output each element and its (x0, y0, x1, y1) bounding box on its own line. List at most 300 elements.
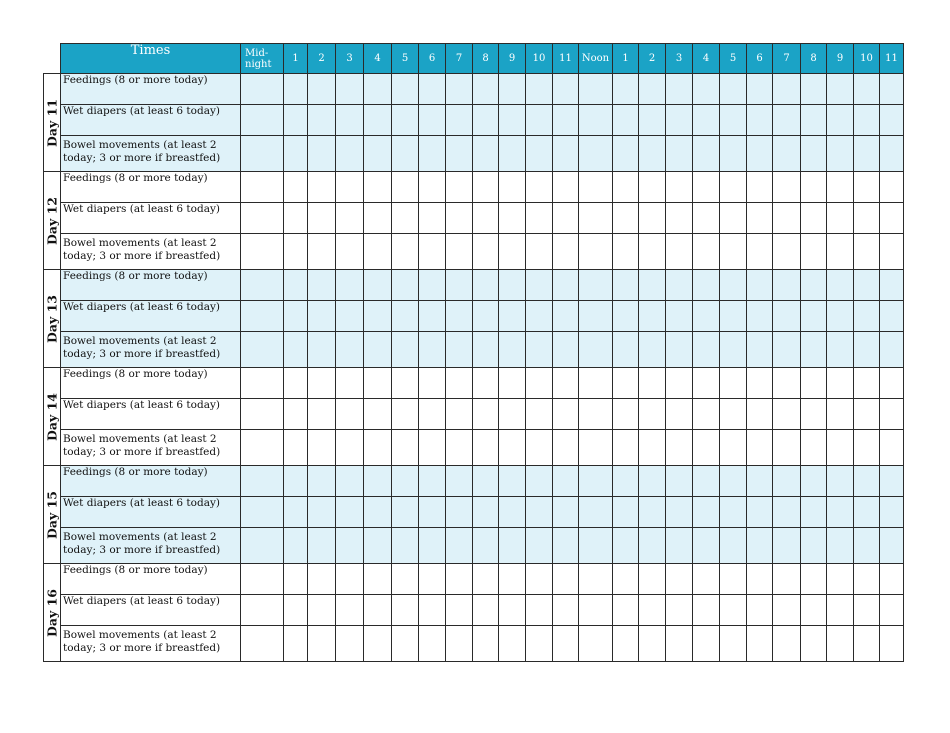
hour-entry-cell[interactable] (880, 74, 904, 105)
hour-entry-cell[interactable] (693, 466, 720, 497)
hour-entry-cell[interactable] (579, 368, 613, 399)
hour-entry-cell[interactable] (473, 105, 499, 136)
hour-entry-cell[interactable] (392, 399, 419, 430)
hour-entry-cell[interactable] (499, 270, 526, 301)
hour-entry-cell[interactable] (526, 626, 553, 662)
hour-entry-cell[interactable] (773, 497, 801, 528)
hour-entry-cell[interactable] (446, 399, 473, 430)
hour-entry-cell[interactable] (553, 203, 579, 234)
hour-entry-cell[interactable] (364, 564, 392, 595)
hour-entry-cell[interactable] (801, 136, 827, 172)
hour-entry-cell[interactable] (553, 136, 579, 172)
hour-entry-cell[interactable] (473, 595, 499, 626)
hour-entry-cell[interactable] (553, 399, 579, 430)
hour-entry-cell[interactable] (553, 626, 579, 662)
hour-entry-cell[interactable] (747, 626, 773, 662)
hour-entry-cell[interactable] (284, 270, 308, 301)
hour-entry-cell[interactable] (773, 234, 801, 270)
hour-entry-cell[interactable] (336, 270, 364, 301)
hour-entry-cell[interactable] (827, 466, 854, 497)
hour-entry-cell[interactable] (579, 626, 613, 662)
hour-entry-cell[interactable] (553, 74, 579, 105)
hour-entry-cell[interactable] (308, 528, 336, 564)
hour-entry-cell[interactable] (613, 172, 639, 203)
hour-entry-cell[interactable] (666, 564, 693, 595)
hour-entry-cell[interactable] (553, 466, 579, 497)
hour-entry-cell[interactable] (241, 368, 284, 399)
hour-entry-cell[interactable] (666, 466, 693, 497)
hour-entry-cell[interactable] (364, 74, 392, 105)
hour-entry-cell[interactable] (579, 430, 613, 466)
hour-entry-cell[interactable] (526, 595, 553, 626)
hour-entry-cell[interactable] (364, 497, 392, 528)
hour-entry-cell[interactable] (284, 136, 308, 172)
hour-entry-cell[interactable] (392, 136, 419, 172)
hour-entry-cell[interactable] (392, 430, 419, 466)
hour-entry-cell[interactable] (308, 564, 336, 595)
hour-entry-cell[interactable] (364, 626, 392, 662)
hour-entry-cell[interactable] (499, 234, 526, 270)
hour-entry-cell[interactable] (446, 368, 473, 399)
hour-entry-cell[interactable] (747, 332, 773, 368)
hour-entry-cell[interactable] (720, 595, 747, 626)
hour-entry-cell[interactable] (666, 270, 693, 301)
hour-entry-cell[interactable] (801, 430, 827, 466)
hour-entry-cell[interactable] (693, 497, 720, 528)
hour-entry-cell[interactable] (499, 105, 526, 136)
hour-entry-cell[interactable] (446, 497, 473, 528)
hour-entry-cell[interactable] (666, 172, 693, 203)
hour-entry-cell[interactable] (693, 203, 720, 234)
hour-entry-cell[interactable] (473, 466, 499, 497)
hour-entry-cell[interactable] (773, 399, 801, 430)
hour-entry-cell[interactable] (553, 172, 579, 203)
hour-entry-cell[interactable] (446, 528, 473, 564)
hour-entry-cell[interactable] (579, 332, 613, 368)
hour-entry-cell[interactable] (499, 203, 526, 234)
hour-entry-cell[interactable] (364, 270, 392, 301)
hour-entry-cell[interactable] (666, 105, 693, 136)
hour-entry-cell[interactable] (336, 105, 364, 136)
hour-entry-cell[interactable] (284, 626, 308, 662)
hour-entry-cell[interactable] (392, 332, 419, 368)
hour-entry-cell[interactable] (880, 172, 904, 203)
hour-entry-cell[interactable] (693, 430, 720, 466)
hour-entry-cell[interactable] (499, 332, 526, 368)
hour-entry-cell[interactable] (827, 497, 854, 528)
hour-entry-cell[interactable] (613, 466, 639, 497)
hour-entry-cell[interactable] (553, 528, 579, 564)
hour-entry-cell[interactable] (284, 172, 308, 203)
hour-entry-cell[interactable] (241, 497, 284, 528)
hour-entry-cell[interactable] (308, 399, 336, 430)
hour-entry-cell[interactable] (392, 595, 419, 626)
hour-entry-cell[interactable] (613, 234, 639, 270)
hour-entry-cell[interactable] (639, 399, 666, 430)
hour-entry-cell[interactable] (827, 399, 854, 430)
hour-entry-cell[interactable] (241, 626, 284, 662)
hour-entry-cell[interactable] (747, 466, 773, 497)
hour-entry-cell[interactable] (801, 301, 827, 332)
hour-entry-cell[interactable] (666, 203, 693, 234)
hour-entry-cell[interactable] (639, 564, 666, 595)
hour-entry-cell[interactable] (747, 172, 773, 203)
hour-entry-cell[interactable] (526, 399, 553, 430)
hour-entry-cell[interactable] (827, 203, 854, 234)
hour-entry-cell[interactable] (639, 136, 666, 172)
hour-entry-cell[interactable] (720, 74, 747, 105)
hour-entry-cell[interactable] (308, 626, 336, 662)
hour-entry-cell[interactable] (773, 270, 801, 301)
hour-entry-cell[interactable] (579, 136, 613, 172)
hour-entry-cell[interactable] (392, 234, 419, 270)
hour-entry-cell[interactable] (392, 203, 419, 234)
hour-entry-cell[interactable] (392, 564, 419, 595)
hour-entry-cell[interactable] (854, 172, 880, 203)
hour-entry-cell[interactable] (854, 301, 880, 332)
hour-entry-cell[interactable] (336, 564, 364, 595)
hour-entry-cell[interactable] (336, 430, 364, 466)
hour-entry-cell[interactable] (880, 270, 904, 301)
hour-entry-cell[interactable] (639, 332, 666, 368)
hour-entry-cell[interactable] (880, 466, 904, 497)
hour-entry-cell[interactable] (526, 332, 553, 368)
hour-entry-cell[interactable] (827, 332, 854, 368)
hour-entry-cell[interactable] (666, 136, 693, 172)
hour-entry-cell[interactable] (827, 368, 854, 399)
hour-entry-cell[interactable] (579, 399, 613, 430)
hour-entry-cell[interactable] (419, 270, 446, 301)
hour-entry-cell[interactable] (364, 172, 392, 203)
hour-entry-cell[interactable] (446, 270, 473, 301)
hour-entry-cell[interactable] (499, 466, 526, 497)
hour-entry-cell[interactable] (241, 105, 284, 136)
hour-entry-cell[interactable] (392, 172, 419, 203)
hour-entry-cell[interactable] (880, 399, 904, 430)
hour-entry-cell[interactable] (241, 172, 284, 203)
hour-entry-cell[interactable] (854, 136, 880, 172)
hour-entry-cell[interactable] (579, 105, 613, 136)
hour-entry-cell[interactable] (308, 466, 336, 497)
hour-entry-cell[interactable] (693, 172, 720, 203)
hour-entry-cell[interactable] (773, 626, 801, 662)
hour-entry-cell[interactable] (473, 497, 499, 528)
hour-entry-cell[interactable] (446, 564, 473, 595)
hour-entry-cell[interactable] (364, 136, 392, 172)
hour-entry-cell[interactable] (579, 564, 613, 595)
hour-entry-cell[interactable] (499, 564, 526, 595)
hour-entry-cell[interactable] (827, 74, 854, 105)
hour-entry-cell[interactable] (446, 234, 473, 270)
hour-entry-cell[interactable] (801, 368, 827, 399)
hour-entry-cell[interactable] (613, 136, 639, 172)
hour-entry-cell[interactable] (579, 595, 613, 626)
hour-entry-cell[interactable] (801, 497, 827, 528)
hour-entry-cell[interactable] (284, 497, 308, 528)
hour-entry-cell[interactable] (241, 203, 284, 234)
hour-entry-cell[interactable] (827, 595, 854, 626)
hour-entry-cell[interactable] (499, 528, 526, 564)
hour-entry-cell[interactable] (827, 564, 854, 595)
hour-entry-cell[interactable] (499, 497, 526, 528)
hour-entry-cell[interactable] (419, 497, 446, 528)
hour-entry-cell[interactable] (773, 466, 801, 497)
hour-entry-cell[interactable] (693, 626, 720, 662)
hour-entry-cell[interactable] (720, 626, 747, 662)
hour-entry-cell[interactable] (419, 528, 446, 564)
hour-entry-cell[interactable] (613, 564, 639, 595)
hour-entry-cell[interactable] (773, 301, 801, 332)
hour-entry-cell[interactable] (880, 105, 904, 136)
hour-entry-cell[interactable] (827, 172, 854, 203)
hour-entry-cell[interactable] (693, 234, 720, 270)
hour-entry-cell[interactable] (336, 399, 364, 430)
hour-entry-cell[interactable] (553, 497, 579, 528)
hour-entry-cell[interactable] (284, 430, 308, 466)
hour-entry-cell[interactable] (773, 74, 801, 105)
hour-entry-cell[interactable] (720, 105, 747, 136)
hour-entry-cell[interactable] (419, 105, 446, 136)
hour-entry-cell[interactable] (284, 399, 308, 430)
hour-entry-cell[interactable] (666, 626, 693, 662)
hour-entry-cell[interactable] (854, 626, 880, 662)
hour-entry-cell[interactable] (720, 497, 747, 528)
hour-entry-cell[interactable] (284, 564, 308, 595)
hour-entry-cell[interactable] (854, 74, 880, 105)
hour-entry-cell[interactable] (446, 301, 473, 332)
hour-entry-cell[interactable] (880, 564, 904, 595)
hour-entry-cell[interactable] (666, 74, 693, 105)
hour-entry-cell[interactable] (241, 399, 284, 430)
hour-entry-cell[interactable] (747, 234, 773, 270)
hour-entry-cell[interactable] (446, 466, 473, 497)
hour-entry-cell[interactable] (801, 105, 827, 136)
hour-entry-cell[interactable] (666, 497, 693, 528)
hour-entry-cell[interactable] (801, 172, 827, 203)
hour-entry-cell[interactable] (666, 528, 693, 564)
hour-entry-cell[interactable] (801, 528, 827, 564)
hour-entry-cell[interactable] (446, 74, 473, 105)
hour-entry-cell[interactable] (639, 105, 666, 136)
hour-entry-cell[interactable] (639, 368, 666, 399)
hour-entry-cell[interactable] (419, 626, 446, 662)
hour-entry-cell[interactable] (526, 136, 553, 172)
hour-entry-cell[interactable] (801, 399, 827, 430)
hour-entry-cell[interactable] (308, 595, 336, 626)
hour-entry-cell[interactable] (639, 203, 666, 234)
hour-entry-cell[interactable] (473, 234, 499, 270)
hour-entry-cell[interactable] (773, 105, 801, 136)
hour-entry-cell[interactable] (579, 172, 613, 203)
hour-entry-cell[interactable] (473, 564, 499, 595)
hour-entry-cell[interactable] (364, 301, 392, 332)
hour-entry-cell[interactable] (613, 301, 639, 332)
hour-entry-cell[interactable] (336, 595, 364, 626)
hour-entry-cell[interactable] (241, 74, 284, 105)
hour-entry-cell[interactable] (693, 368, 720, 399)
hour-entry-cell[interactable] (284, 332, 308, 368)
hour-entry-cell[interactable] (693, 74, 720, 105)
hour-entry-cell[interactable] (773, 430, 801, 466)
hour-entry-cell[interactable] (801, 626, 827, 662)
hour-entry-cell[interactable] (526, 528, 553, 564)
hour-entry-cell[interactable] (446, 203, 473, 234)
hour-entry-cell[interactable] (473, 301, 499, 332)
hour-entry-cell[interactable] (336, 74, 364, 105)
hour-entry-cell[interactable] (773, 528, 801, 564)
hour-entry-cell[interactable] (446, 332, 473, 368)
hour-entry-cell[interactable] (639, 172, 666, 203)
hour-entry-cell[interactable] (446, 626, 473, 662)
hour-entry-cell[interactable] (364, 105, 392, 136)
hour-entry-cell[interactable] (747, 595, 773, 626)
hour-entry-cell[interactable] (553, 234, 579, 270)
hour-entry-cell[interactable] (392, 368, 419, 399)
hour-entry-cell[interactable] (364, 430, 392, 466)
hour-entry-cell[interactable] (392, 528, 419, 564)
hour-entry-cell[interactable] (419, 430, 446, 466)
hour-entry-cell[interactable] (241, 234, 284, 270)
hour-entry-cell[interactable] (526, 234, 553, 270)
hour-entry-cell[interactable] (308, 136, 336, 172)
hour-entry-cell[interactable] (639, 301, 666, 332)
hour-entry-cell[interactable] (880, 528, 904, 564)
hour-entry-cell[interactable] (579, 301, 613, 332)
hour-entry-cell[interactable] (526, 74, 553, 105)
hour-entry-cell[interactable] (801, 466, 827, 497)
hour-entry-cell[interactable] (392, 105, 419, 136)
hour-entry-cell[interactable] (499, 74, 526, 105)
hour-entry-cell[interactable] (241, 595, 284, 626)
hour-entry-cell[interactable] (613, 368, 639, 399)
hour-entry-cell[interactable] (392, 301, 419, 332)
hour-entry-cell[interactable] (827, 626, 854, 662)
hour-entry-cell[interactable] (854, 564, 880, 595)
hour-entry-cell[interactable] (336, 368, 364, 399)
hour-entry-cell[interactable] (336, 466, 364, 497)
hour-entry-cell[interactable] (720, 368, 747, 399)
hour-entry-cell[interactable] (499, 136, 526, 172)
hour-entry-cell[interactable] (639, 466, 666, 497)
hour-entry-cell[interactable] (308, 172, 336, 203)
hour-entry-cell[interactable] (284, 74, 308, 105)
hour-entry-cell[interactable] (419, 301, 446, 332)
hour-entry-cell[interactable] (827, 270, 854, 301)
hour-entry-cell[interactable] (693, 399, 720, 430)
hour-entry-cell[interactable] (854, 466, 880, 497)
hour-entry-cell[interactable] (473, 368, 499, 399)
hour-entry-cell[interactable] (308, 234, 336, 270)
hour-entry-cell[interactable] (773, 595, 801, 626)
hour-entry-cell[interactable] (693, 528, 720, 564)
hour-entry-cell[interactable] (284, 466, 308, 497)
hour-entry-cell[interactable] (827, 528, 854, 564)
hour-entry-cell[interactable] (827, 234, 854, 270)
hour-entry-cell[interactable] (446, 430, 473, 466)
hour-entry-cell[interactable] (854, 399, 880, 430)
hour-entry-cell[interactable] (308, 497, 336, 528)
hour-entry-cell[interactable] (747, 270, 773, 301)
hour-entry-cell[interactable] (392, 626, 419, 662)
hour-entry-cell[interactable] (526, 172, 553, 203)
hour-entry-cell[interactable] (499, 595, 526, 626)
hour-entry-cell[interactable] (579, 466, 613, 497)
hour-entry-cell[interactable] (553, 368, 579, 399)
hour-entry-cell[interactable] (336, 301, 364, 332)
hour-entry-cell[interactable] (801, 332, 827, 368)
hour-entry-cell[interactable] (880, 497, 904, 528)
hour-entry-cell[interactable] (720, 136, 747, 172)
hour-entry-cell[interactable] (392, 466, 419, 497)
hour-entry-cell[interactable] (579, 270, 613, 301)
hour-entry-cell[interactable] (419, 399, 446, 430)
hour-entry-cell[interactable] (747, 430, 773, 466)
hour-entry-cell[interactable] (473, 332, 499, 368)
hour-entry-cell[interactable] (693, 105, 720, 136)
hour-entry-cell[interactable] (553, 595, 579, 626)
hour-entry-cell[interactable] (446, 105, 473, 136)
hour-entry-cell[interactable] (801, 595, 827, 626)
hour-entry-cell[interactable] (720, 564, 747, 595)
hour-entry-cell[interactable] (720, 399, 747, 430)
hour-entry-cell[interactable] (854, 234, 880, 270)
hour-entry-cell[interactable] (720, 270, 747, 301)
hour-entry-cell[interactable] (473, 270, 499, 301)
hour-entry-cell[interactable] (639, 234, 666, 270)
hour-entry-cell[interactable] (241, 430, 284, 466)
hour-entry-cell[interactable] (473, 74, 499, 105)
hour-entry-cell[interactable] (827, 301, 854, 332)
hour-entry-cell[interactable] (579, 74, 613, 105)
hour-entry-cell[interactable] (666, 430, 693, 466)
hour-entry-cell[interactable] (693, 564, 720, 595)
hour-entry-cell[interactable] (336, 136, 364, 172)
hour-entry-cell[interactable] (666, 368, 693, 399)
hour-entry-cell[interactable] (693, 595, 720, 626)
hour-entry-cell[interactable] (499, 399, 526, 430)
hour-entry-cell[interactable] (364, 368, 392, 399)
hour-entry-cell[interactable] (284, 105, 308, 136)
hour-entry-cell[interactable] (720, 332, 747, 368)
hour-entry-cell[interactable] (880, 430, 904, 466)
hour-entry-cell[interactable] (392, 497, 419, 528)
hour-entry-cell[interactable] (419, 172, 446, 203)
hour-entry-cell[interactable] (284, 301, 308, 332)
hour-entry-cell[interactable] (613, 332, 639, 368)
hour-entry-cell[interactable] (553, 564, 579, 595)
hour-entry-cell[interactable] (747, 528, 773, 564)
hour-entry-cell[interactable] (446, 595, 473, 626)
hour-entry-cell[interactable] (613, 430, 639, 466)
hour-entry-cell[interactable] (747, 399, 773, 430)
hour-entry-cell[interactable] (499, 368, 526, 399)
hour-entry-cell[interactable] (720, 203, 747, 234)
hour-entry-cell[interactable] (308, 332, 336, 368)
hour-entry-cell[interactable] (284, 368, 308, 399)
hour-entry-cell[interactable] (720, 466, 747, 497)
hour-entry-cell[interactable] (720, 172, 747, 203)
hour-entry-cell[interactable] (392, 74, 419, 105)
hour-entry-cell[interactable] (419, 466, 446, 497)
hour-entry-cell[interactable] (526, 270, 553, 301)
hour-entry-cell[interactable] (553, 301, 579, 332)
hour-entry-cell[interactable] (854, 332, 880, 368)
hour-entry-cell[interactable] (308, 430, 336, 466)
hour-entry-cell[interactable] (579, 234, 613, 270)
hour-entry-cell[interactable] (336, 528, 364, 564)
hour-entry-cell[interactable] (613, 528, 639, 564)
hour-entry-cell[interactable] (579, 528, 613, 564)
